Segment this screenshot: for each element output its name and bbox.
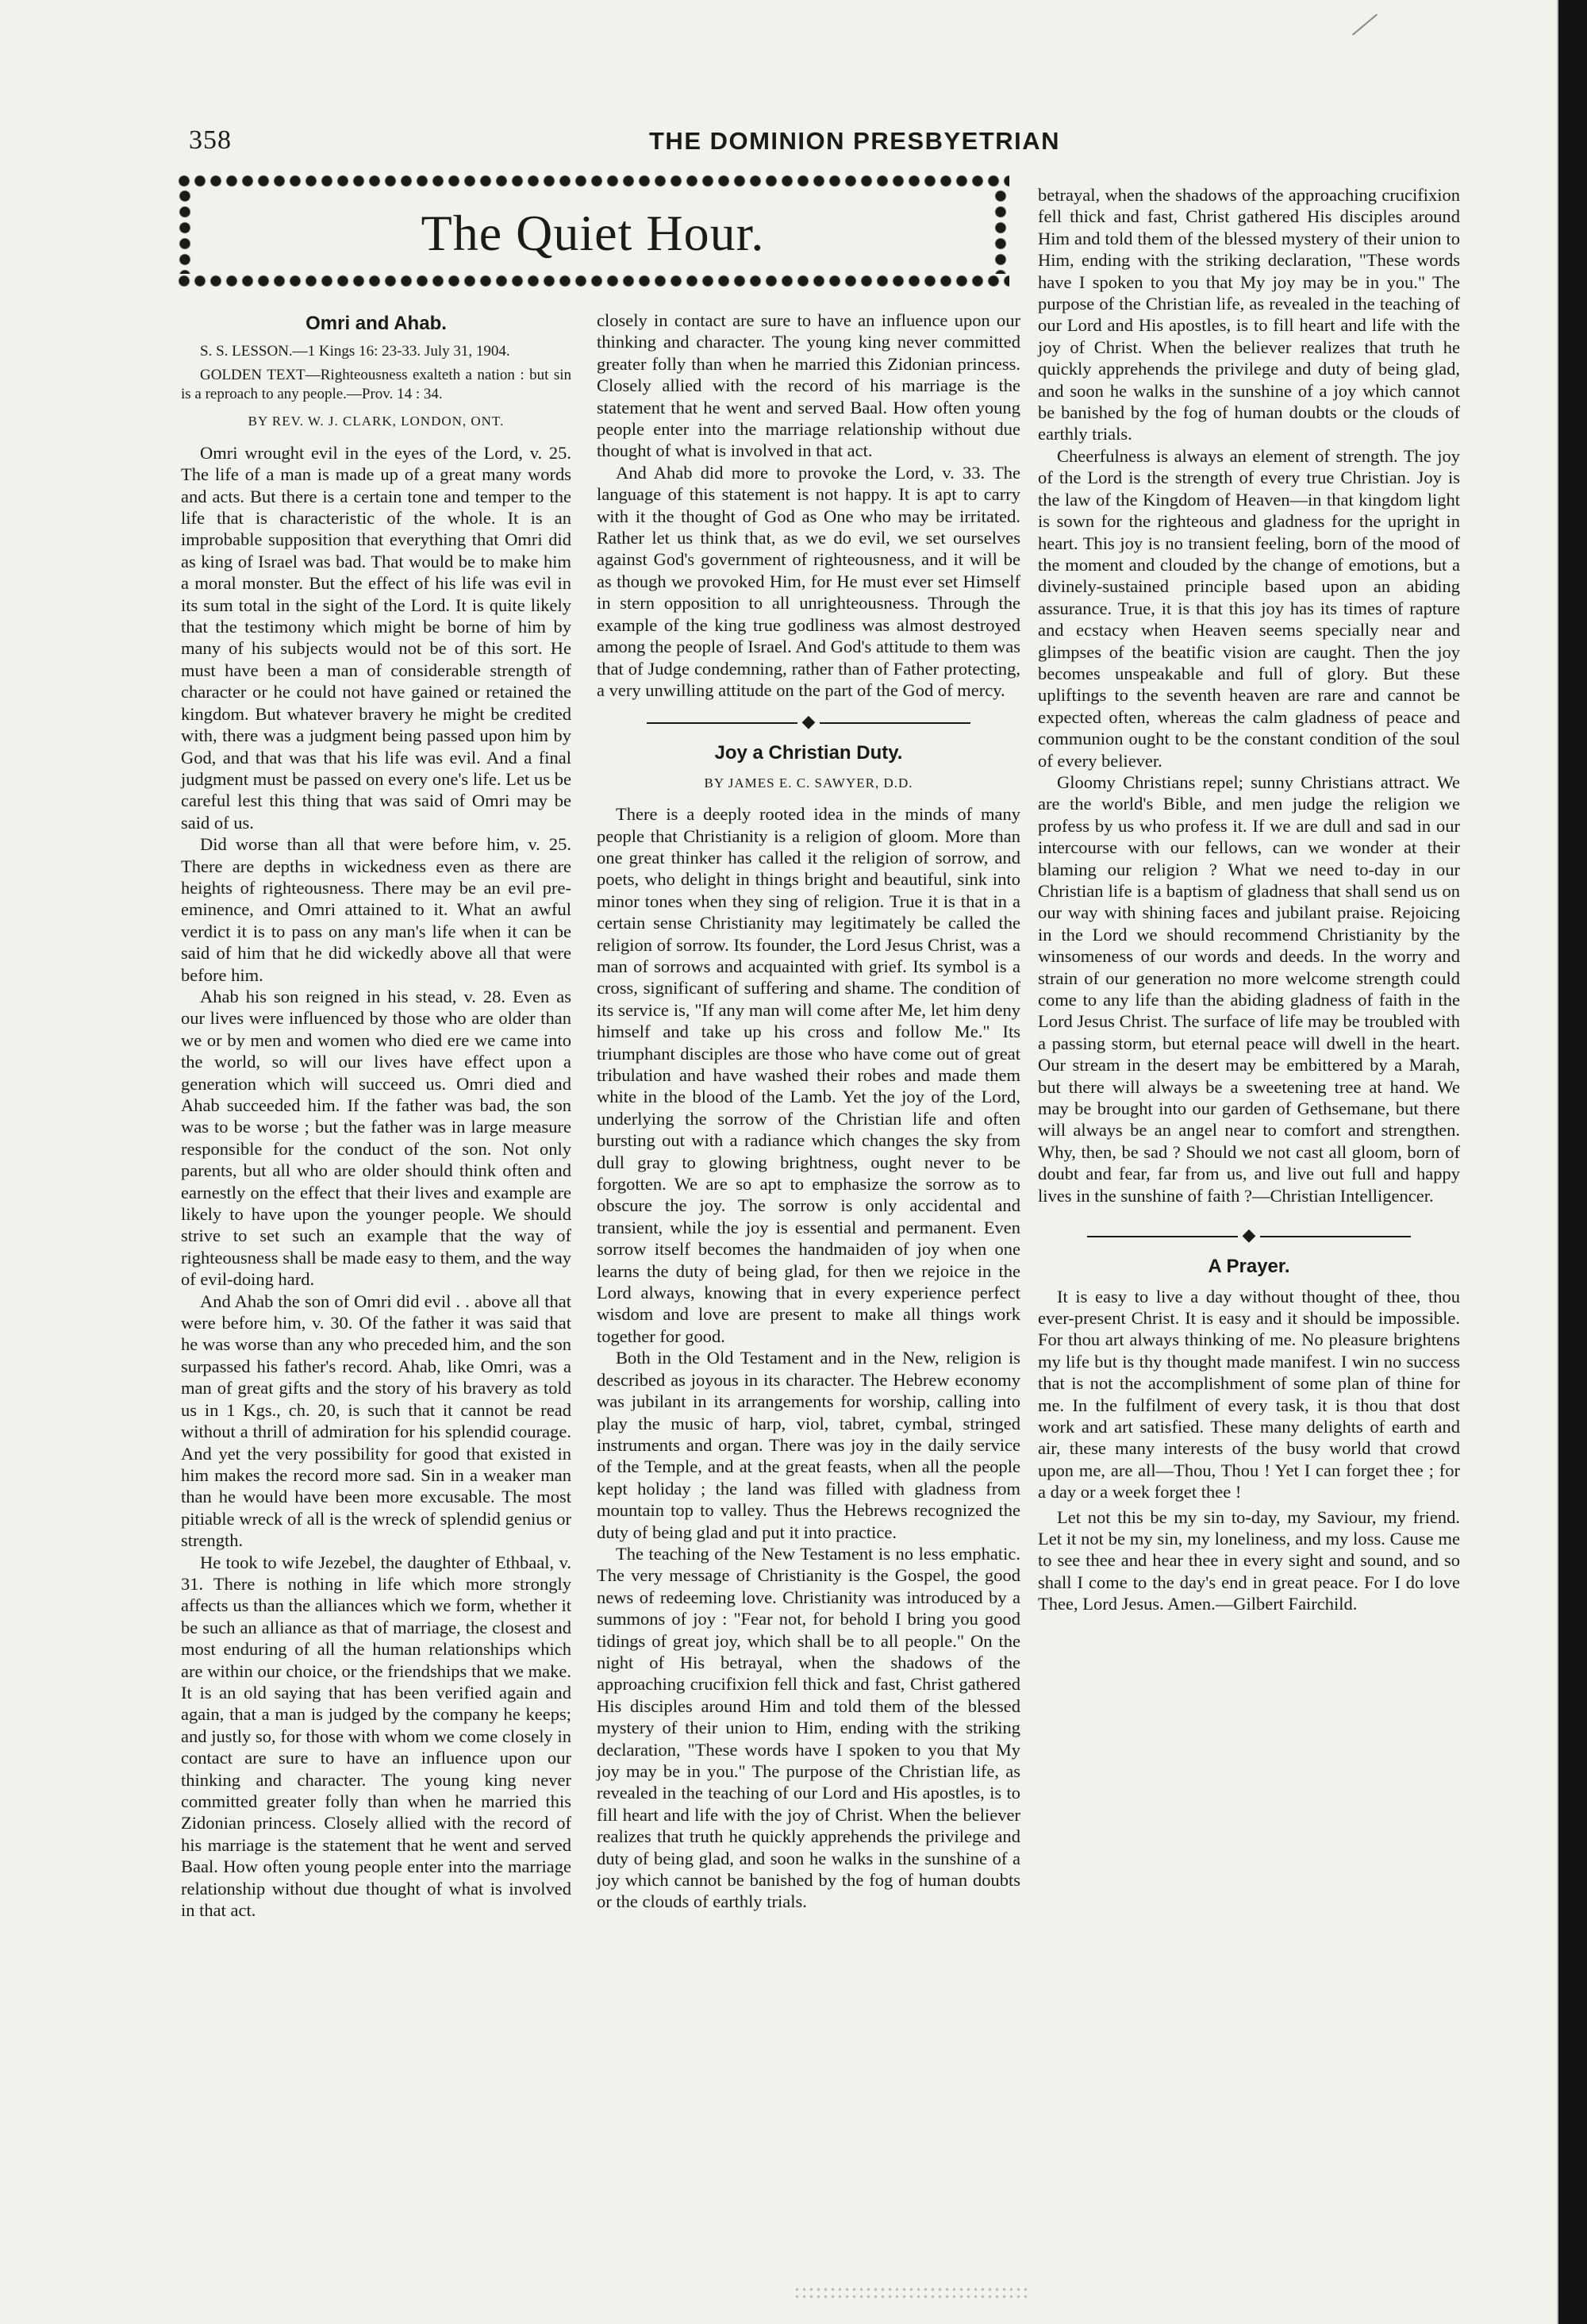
section-divider: ◆ [597, 714, 1020, 729]
golden-text: GOLDEN TEXT—Righteousness exalteth a nation : but sin is a reproach to any people.—Prov. 14 : 34. [181, 367, 571, 403]
section-divider: ◆ [1038, 1227, 1460, 1243]
paragraph: Cheerfulness is always an element of strength. The joy of the Lord is the strength of every true Christian. Joy is the law of the Kingdom of Heaven—in that kingdom light is sown for the righteous and gladness for the upright in heart. This joy is no transient feeling, born of the mood of the moment and clouded by the change of emotions, but a divinely-sustained principle based upon an abiding assurance. True, it is that this joy has its times of rapture and ecstacy when Heaven seems specially near and glimpses of the beatific vision are caught. Then the joy becomes unspeakable and full of glory. But these upliftings to the seventh heaven are rare and cannot be expected often, whereas the calm gladness of peace and communion ought to be the constant condition of the soul of every believer. [1038, 445, 1460, 771]
section-title: The Quiet Hour. [421, 205, 765, 261]
paragraph: It is easy to live a day without thought of thee, thou ever-present Christ. It is easy and it should be impossible. For thou art always thinking of me. No pleasure brightens my life but is thy thought made manifest. I win no success that is not the accomplishment of some plan of thine for me. In the fulfilment of every task, it is thou that dost work and art satisfied. These many delights of earth and air, these many interests of the busy world that crowd upon me, are all—Thou, Thou ! Yet I can forget thee ; for a day or a week forget thee ! [1038, 1286, 1460, 1503]
paragraph: Ahab his son reigned in his stead, v. 28. Even as our lives were influenced by those who are older than we or by men and women who died ere we came into the world, so will our lives have effect upon a generation which will succeed us. Omri died and Ahab succeeded him. If the father was bad, the son was to be worse ; but the father was in large measure responsible for the conduct of the son. Not only parents, but all who are older should think often and earnestly on the effect that their lives and example are likely to have upon the younger people. We should strive to set such an example that the way of righteousness shall be made easy to them, and the way of evil-doing hard. [181, 986, 571, 1290]
scan-scratch [1352, 13, 1378, 35]
column-1 [181, 310, 571, 1921]
paragraph: Let not this be my sin to-day, my Saviour, my friend. Let it not be my sin, my loneliness, and my loss. Cause me to see thee and hear thee in every sight and sound, and so shall I come to the day's end in great peace. For I do love Thee, Lord Jesus. Amen.—Gilbert Fairchild. [1038, 1506, 1460, 1614]
scan-edge [1558, 0, 1587, 2324]
page-number: 358 [189, 125, 232, 155]
article-title-omri-ahab: Omri and Ahab. [305, 313, 447, 334]
article-title-joy: Joy a Christian Duty. [714, 742, 903, 764]
paragraph: The teaching of the New Testament is no less emphatic. The very message of Christianity is the Gospel, the good news of redeeming love. Christianity was introduced by a summons of joy : "Fear not, for behold I bring you good tidings of great joy, which shall be to all people." On the night of His betrayal, when the shadows of the approaching crucifixion fell thick and fast, Christ gathered His disciples around Him and told them of the blessed mystery of their union to Him, ending with the striking declaration, "These words have I spoken to you that My joy may be in you." The purpose of the Christian life, as revealed in the teaching of our Lord and His apostles, is to fill heart and life with the joy of Christ. When the believer realizes that truth he quickly apprehends the privilege and duty of being glad, and soon he walks in the sunshine of a joy which cannot be banished by the fog of human doubts or the clouds of earthly trials. [597, 1543, 1020, 1912]
dotted-border-top [176, 172, 1009, 190]
column-3 [1038, 184, 1460, 1615]
paragraph: He took to wife Jezebel, the daughter of Ethbaal, v. 31. There is nothing in life which more strongly affects us than the alliances which we form, whether it be such an alliance as that of marriage, the closest and most enduring of all the human relationships which are within our choice, or the friendships that we make. It is an old saying that has been verified again and again, that a man is judged by the company he keeps; and justly so, for those with whom we come closely in contact are sure to have an influence upon our thinking and character. The young king never committed greater folly than when he married this Zidonian princess. Closely allied with the record of his marriage is the statement that he went and served Baal. How often young people enter into the marriage relationship without due thought of what is involved in that act. [181, 1552, 571, 1921]
paragraph: Both in the Old Testament and in the New, religion is described as joyous in its character. The Hebrew economy was jubilant in its arrangements for worship, calling into play the music of harp, viol, tabret, cymbal, stringed instruments and organ. There was joy in the daily service of the Temple, and at the great feasts, when all the people kept holiday ; the land was filled with gladness from mountain top to valley. Thus the Hebrews recognized the duty of being glad and put it into practice. [597, 1348, 1020, 1542]
paragraph: Gloomy Christians repel; sunny Christians attract. We are the world's Bible, and men judge the religion we profess by us who profess it. If we are dull and sad in our intercourse with our fellows, can we wonder at their blaming our religion ? What we need to-day in our Christian life is a baptism of gladness that shall send us on our way with shining faces and jubilant praise. Rejoicing in the Lord we should recommend Christianity by the winsomeness of our words and deeds. In the worry and strain of our generation no more welcome strength could come to any life than the abiding gladness of faith in the Lord Jesus Christ. The surface of life may be troubled with a passing storm, but eternal peace will dwell in the heart. Our stream in the desert may be embittered by a Marah, but there will always be a sweetening tree at hand. We may be brought into our garden of Gethsemane, but there will always be an angel near to comfort and strengthen. Why, then, be sad ? Should we not cast all gloom, born of doubt and fear, far from us, and live out full and happy lives in the sunshine of faith ?—Christian Intelligencer. [1038, 771, 1460, 1206]
quiet-hour-banner [176, 172, 1009, 290]
article-title-prayer: A Prayer. [1208, 1256, 1290, 1278]
scan-specks [794, 2286, 1032, 2300]
paragraph-continued: closely in contact are sure to have an influence upon our thinking and character. The young king never committed greater folly than when he married this Zidonian princess. Closely allied with the record of his marriage is the statement that he went and served Baal. How often young people enter into the marriage relationship without due thought of what is involved in that act. [597, 310, 1020, 461]
paragraph-continued: betrayal, when the shadows of the approaching crucifixion fell thick and fast, Christ gathered His disciples around Him and told them of the blessed mystery of their union to Him, ending with the striking declaration, "These words have I spoken to you that My joy may be in you." The purpose of the Christian life, as revealed in the teaching of our Lord and His apostles, is to fill heart and life with the joy of Christ. When the believer realizes that truth he quickly apprehends the privilege and duty of being glad, and soon he walks in the sunshine of a joy which cannot be banished by the fog of human doubts or the clouds of earthly trials. [1038, 185, 1460, 444]
dotted-border-bottom [176, 272, 1009, 290]
running-head: THE DOMINION PRESBYETRIAN [649, 127, 1061, 155]
paragraph: There is a deeply rooted idea in the minds of many people that Christianity is a religion of gloom. More than one great thinker has called it the religion of sorrow, and poets, who delight in things bright and beautiful, sink into minor tones when they sing of religion. True it is that in a certain sense Christianity may legitimately be called the religion of sorrow. Its founder, the Lord Jesus Christ, was a man of sorrows and acquainted with grief. Its symbol is a cross, significant of suffering and shame. The condition of its service is, "If any man will come after Me, let him deny himself and take up his cross and follow Me." Its triumphant disciples are those who have come out of great tribulation and have washed their robes and made them white in the blood of the Lamb. Yet the joy of the Lord, underlying the sorrow of the Christian life and often bursting out with a radiance which changes the sky from dull gray to glowing brightness, ought never to be forgotten. We are so apt to emphasize the sorrow as to obscure the joy. The sorrow is only accidental and transient, while the joy is essential and permanent. Even sorrow itself becomes the handmaiden of joy when one learns the duty of being glad, for then we rejoice in the Lord always, knowing that in every experience perfect wisdom and love are present to make all things work together for good. [597, 804, 1020, 1346]
paragraph: Did worse than all that were before him, v. 25. There are depths in wickedness even as there are heights of righteousness. There may be an evil pre-eminence, and Omri attained to it. What an awful verdict it is to pass on any man's life when it can be said of him that he did wickedly above all that were before him. [181, 834, 571, 985]
paragraph: Omri wrought evil in the eyes of the Lord, v. 25. The life of a man is made up of a great many words and acts. But there is a certain tone and temper to the life that is characteristic of the whole. It is an improbable supposition that everything that Omri did as king of Israel was bad. That would be to make him a moral monster. But the effect of his life was evil in its sum total in the sight of the Lord. It is quite likely that the testimony which might be borne of him by many of his subjects would not be of this sort. He must have been a man of considerable strength of character or he could not have gained or retained the kingdom. But whatever bravery he might be credited with, there was a judgment being passed upon him by God, and that was that his life was evil. And a final judgment must be passed on every one's life. Let us be careful lest this thing that was said of Omri may be said of us. [181, 442, 571, 833]
article-byline: BY REV. W. J. CLARK, LONDON, ONT. [248, 414, 505, 429]
paragraph: And Ahab the son of Omri did evil . . above all that were before him, v. 30. Of the father it was said that he was worse than any who preceded him, and the son surpassed his father's record. Ahab, like Omri, was a man of great gifts and the story of his bravery as told us in 1 Kgs., ch. 20, is such that it cannot be read without a thrill of admiration for his splendid courage. And yet the very possibility for good that existed in him makes the record more sad. Sin in a weaker man than he would have been more excusable. The most pitiable wreck of all is the wreck of splendid genius or strength. [181, 1291, 571, 1551]
sunday-school-lesson: S. S. LESSON.—1 Kings 16: 23-33. July 31, 1904. [200, 343, 510, 360]
column-2 [597, 310, 1020, 1912]
article-byline: BY JAMES E. C. SAWYER, D.D. [704, 775, 913, 791]
paragraph: And Ahab did more to provoke the Lord, v. 33. The language of this statement is not happy. It is apt to carry with it the thought of God as One who may be irritated. Rather let us think that, as we do evil, we set ourselves against God's government of righteousness, and it will be as though we provoked Him, for He must ever set Himself in stern opposition to all unrighteousness. Through the example of the king true godliness was almost destroyed among the people of Israel. And God's attitude to them was that of Judge condemning, rather than of Father protecting, a very unwilling attitude on the part of the God of mercy. [597, 462, 1020, 700]
